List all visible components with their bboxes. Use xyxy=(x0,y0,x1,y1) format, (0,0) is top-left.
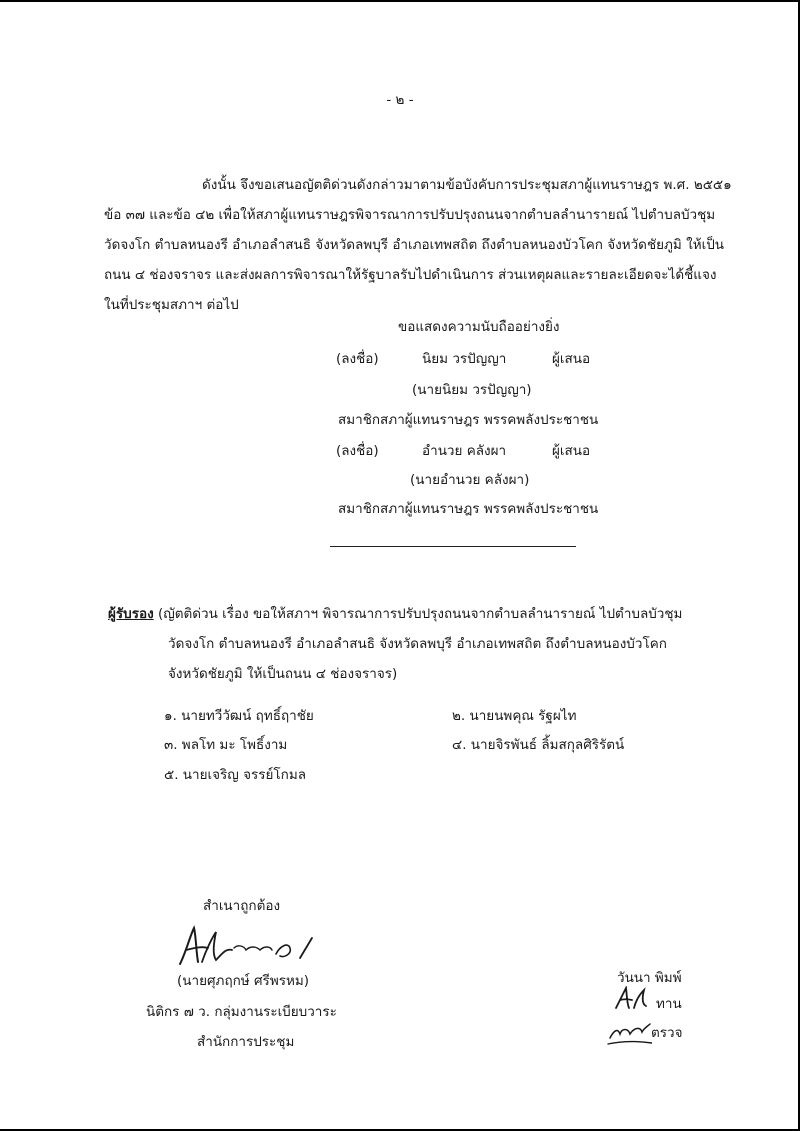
closing-salutation: ขอแสดงความนับถืออย่างยิ่ง xyxy=(398,319,560,335)
certified-label: สำเนาถูกต้อง xyxy=(203,898,281,914)
body-line: วัดจงโก ตำบลหนองรี อำเภอลำสนธิ จังหวัดลพบุรี อำเภอเทพสถิต ถึงตำบลหนองบัวโคก จังหวัดชัยภูมิ ให้เป็น xyxy=(104,237,725,253)
signer-name: อำนวย คลังผา xyxy=(422,443,507,459)
signer-role: ผู้เสนอ xyxy=(552,443,591,459)
check-label: ตรวจ xyxy=(651,1025,683,1041)
page-number: - ๒ - xyxy=(386,92,414,108)
check-signature xyxy=(606,1018,652,1048)
scan-edge-top xyxy=(0,0,800,2)
endorse-section xyxy=(108,599,788,689)
sign-label: (ลงชื่อ) xyxy=(336,443,379,459)
signer-full-name: (นายนิยม วรปัญญา) xyxy=(412,382,532,398)
endorser-item: ๒. นายนพคุณ รัฐผไท xyxy=(452,708,577,724)
certifier-office: สำนักการประชุม xyxy=(197,1034,295,1050)
certifier-position: นิติกร ๗ ว. กลุ่มงานระเบียบวาระ xyxy=(146,1004,337,1020)
body-line: ดังนั้น จึงขอเสนอญัตติด่วนดังกล่าวมาตามข้อบังคับการประชุมสภาผู้แทนราษฎร พ.ศ. ๒๕๕๑ xyxy=(202,177,732,193)
certifier-name: (นายศุภฤกษ์ ศรีพรหม) xyxy=(177,973,310,989)
endorse-subject-line: (ญัตติด่วน เรื่อง ขอให้สภาฯ พิจารณาการปรับปรุงถนนจากตำบลลำนารายณ์ ไปตำบลบัวชุม xyxy=(157,606,683,622)
endorse-subject-line: วัดจงโก ตำบลหนองรี อำเภอลำสนธิ จังหวัดลพบุรี อำเภอเทพสถิต ถึงตำบลหนองบัวโคก xyxy=(168,636,667,652)
initials-signature xyxy=(612,986,652,1012)
signer-full-name: (นายอำนวย คลังผา) xyxy=(410,472,530,488)
endorser-item: ๔. นายจิรพันธ์ ลิ้มสกุลศิริรัตน์ xyxy=(452,737,625,753)
typist-name: วันนา พิมพ์ xyxy=(617,970,682,986)
body-line: ถนน ๔ ช่องจราจร และส่งผลการพิจารณาให้รัฐบาลรับไปดำเนินการ ส่วนเหตุผลและรายละเอียดจะได้ชี้แจง xyxy=(104,267,717,283)
body-line: ในที่ประชุมสภาฯ ต่อไป xyxy=(104,297,239,313)
signer-role: ผู้เสนอ xyxy=(552,351,591,367)
signer-name: นิยม วรปัญญา xyxy=(422,351,507,367)
signer-position: สมาชิกสภาผู้แทนราษฎร พรรคพลังประชาชน xyxy=(338,501,599,517)
endorser-item: ๓. พลโท มะ โพธิ์งาม xyxy=(164,737,288,753)
tan-label: ทาน xyxy=(656,996,682,1012)
endorser-item: ๑. นายทวีวัฒน์ ฤทธิ์ฤาชัย xyxy=(164,708,314,724)
signer-position: สมาชิกสภาผู้แทนราษฎร พรรคพลังประชาชน xyxy=(338,412,599,428)
body-paragraph xyxy=(104,170,776,320)
handwritten-signature xyxy=(172,924,322,970)
body-line: ข้อ ๓๗ และข้อ ๔๒ เพื่อให้สภาผู้แทนราษฎรพิจารณาการปรับปรุงถนนจากตำบลลำนารายณ์ ไปตำบลบัวชุม xyxy=(104,207,716,223)
endorse-subject-line: จังหวัดชัยภูมิ ให้เป็นถนน ๔ ช่องจราจร) xyxy=(168,666,398,682)
separator-line xyxy=(330,546,576,547)
endorse-heading: ผู้รับรอง xyxy=(108,606,154,622)
endorser-item: ๕. นายเจริญ จรรย์โกมล xyxy=(164,767,307,783)
sign-label: (ลงชื่อ) xyxy=(336,351,379,367)
